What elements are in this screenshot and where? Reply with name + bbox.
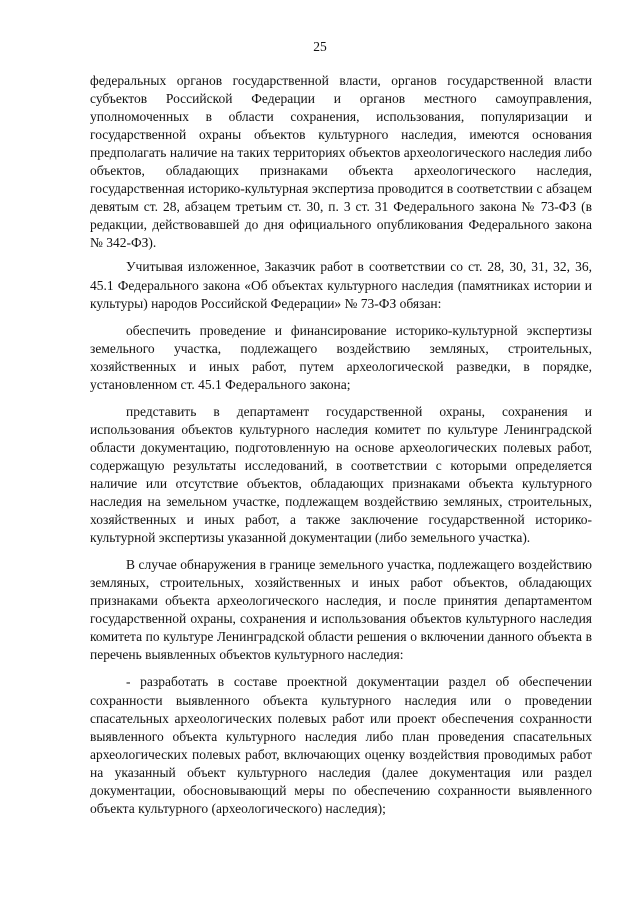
page-number: 25	[313, 39, 327, 54]
paragraph-obligation-expertise: обеспечить проведение и финансирование историко-культурной экспертизы земельного участка, подлежащего воздействию земляных, строительных, хозяйственных и иных работ, путем археологической разведки, в порядке, установленном ст. 45.1 Федерального закона;	[90, 322, 592, 392]
paragraph-obligations-intro: Учитывая изложенное, Заказчик работ в соответствии со ст. 28, 30, 31, 32, 36, 45.1 Федерального закона «Об объектах культурного наследия (памятниках истории и культуры) народов Российской Федерации» № 73-ФЗ обязан:	[90, 259, 592, 311]
paragraph-develop-section: - разработать в составе проектной документации раздел об обеспечении сохранности выявленного объекта культурного наследия или о проведении спасательных археологических полевых работ или проект обеспечения сохранности выявленного объекта культурного наследия либо план проведения спасательных археологических полевых работ, включающих оценку воздействия проводимых работ на указанный объект культурного наследия (далее документация или раздел документации, обосновывающий меры по обеспечению сохранности выявленного объекта культурного (археологического) наследия);	[90, 674, 592, 816]
paragraph-discovery-case: В случае обнаружения в границе земельного участка, подлежащего воздействию земляных, строительных, хозяйственных и иных работ объектов, обладающих признаками объекта археологического наследия, и после принятия департаментом государственной охраны, сохранения и использования объектов культурного наследия комитета по культуре Ленинградской области решения о включении данного объекта в перечень выявленных объектов культурного наследия:	[90, 557, 592, 663]
document-body	[90, 72, 592, 818]
paragraph-obligation-documentation: представить в департамент государственной охраны, сохранения и использования объектов культурного наследия комитет по культуре Ленинградской области документацию, подготовленную на основе археологических полевых работ, содержащую результаты исследований, в соответствии с которыми определяется наличие или отсутствие объектов, обладающих признаками объекта культурного наследия на земельном участке, подлежащем воздействию земляных, строительных, хозяйственных и иных работ, а также заключение государственной историко-культурной экспертизы указанной документации (либо земельного участка).	[90, 403, 592, 546]
paragraph-continuation: федеральных органов государственной власти, органов государственной власти субъектов Российской Федерации и органов местного самоуправления, уполномоченных в области сохранения, использования, популяризации и государственной охраны объектов культурного наследия, имеются основания предполагать наличие на таких территориях объектов археологического наследия либо объектов, обладающих признаками объекта археологического наследия, государственная историко-культурная экспертиза проводится в соответствии с абзацем девятым ст. 28, абзацем третьим ст. 30, п. 3 ст. 31 Федерального закона № 73-ФЗ (в редакции, действовавшей до дня официального опубликования Федерального закона № 342-ФЗ).	[90, 73, 592, 251]
